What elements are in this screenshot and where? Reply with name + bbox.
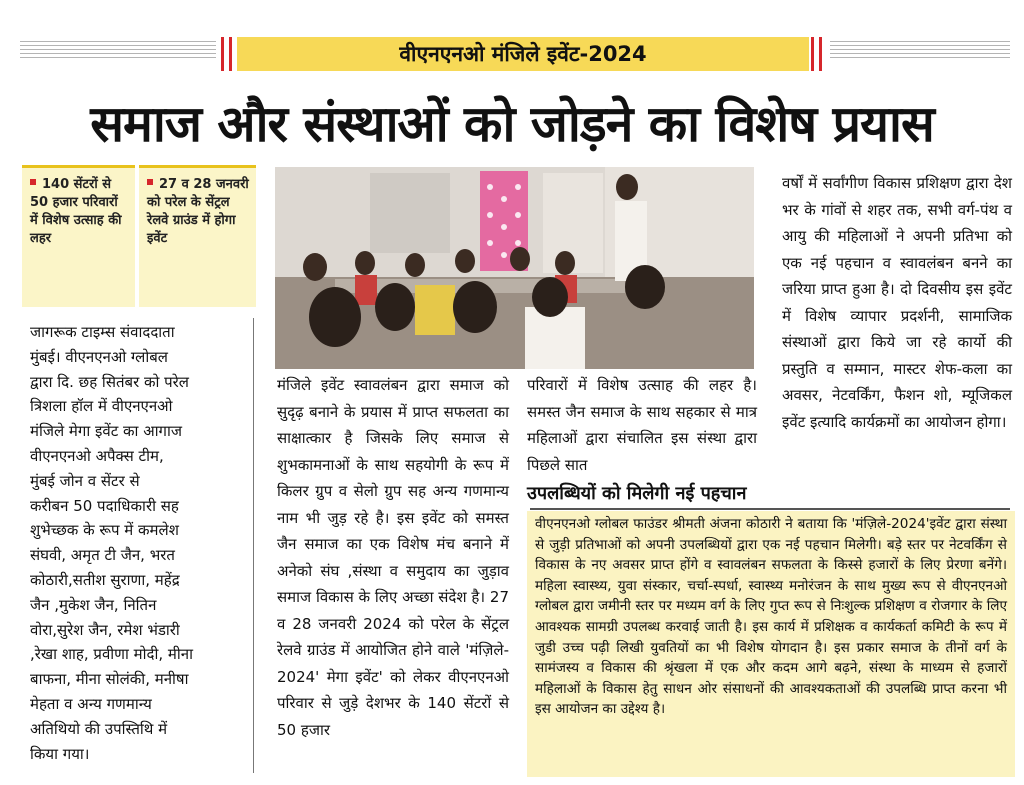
column-1-line: मेहता व अन्य गणमान्य <box>30 694 152 713</box>
kicker-bar-right-2 <box>819 37 822 71</box>
bullet-square-icon <box>30 179 36 185</box>
column-1-line: शुभेच्छक के रूप में कमलेश <box>30 521 179 540</box>
kicker-bar-left-1 <box>221 37 224 71</box>
column-1-line: जैन ,मुकेश जैन, नितिन <box>30 595 157 614</box>
kicker-bar-right-1 <box>811 37 814 71</box>
column-1-line: मुंबई। वीएनएनओ ग्लोबल <box>30 347 168 366</box>
column-1-line: जागरूक टाइम्स संवाददाता <box>30 323 175 341</box>
article-column-2: मंजिले इवेंट स्वावलंबन द्वारा समाज को सुदृढ़ बनाने के प्रयास में प्राप्त सफलता का साक्षात्कार है जिसके लिए समाज से शुभकामनाओं के साथ सहयोगी के रूप में किलर ग्रुप व सेलो ग्रुप सह अन्य गणमान्य नाम भी जुड़ रहे है। इस इवेंट को समस्त जैन समाज का एक विशेष मंच बनाने में अनेको संघ ,संस्था व समुदाय का जुड़ाव समाज विकास के लिए अच्छा संदेश है। 27 व 28 जनवरी 2024 को परेल के सेंट्रल रेलवे ग्राउंड में आयोजित होने वाले 'मंज़िले- 2024' मेगा इवेंट' को लेकर वीएनएनओ परिवार से जुड़े देशभर के 140 सेंटरों से 50 हजार <box>277 376 509 739</box>
kicker-label: वीएनएनओ मंजिले इवेंट-2024 <box>237 37 809 71</box>
column-1-line: कोठारी,सतीश सुराणा, महेंद्र <box>30 570 180 589</box>
event-photo-illustration <box>275 167 754 369</box>
subsection-heading: उपलब्धियों को मिलेगी नई पहचान <box>527 483 747 504</box>
column-1-line: संघवी, अमृत टी जैन, भरत <box>30 546 175 565</box>
highlight-box-1 <box>22 165 135 307</box>
highlight-text: 140 सेंटरों से 50 हजार परिवारों में विशेष उत्साह की लहर <box>30 177 122 246</box>
column-1-line: ,रेखा शाह, प्रवीणा मोदी, मीना <box>30 645 193 664</box>
column-1-line: वोरा,सुरेश जैन, रमेश भंडारी <box>30 620 180 639</box>
column-1-line: मंजिले मेगा इवेंट का आगाज <box>30 422 182 441</box>
subsection-body: वीएनएनओ ग्लोबल फाउंडर श्रीमती अंजना कोठारी ने बताया कि 'मंज़िले-2024'इवेंट द्वारा संस्था से जुड़ी प्रतिभाओं को अपनी उपलब्धियों द्वारा एक नई पहचान मिलेगी। बड़े स्तर पर नेटवर्किंग से विकास के नए अवसर प्राप्त होंगे व स्वावलंबन सफलता के किस्से हजारों के लिए प्रेरणा बनेंगे। महिला स्वास्थ्य, युवा संस्कार, चर्चा-स्पर्धा, स्वास्थ्य मनोरंजन के साथ मुख्य रूप से वीएनएनओ ग्लोबल द्वारा जमीनी स्तर पर मध्यम वर्ग के लिए गुप्त रूप से निःशुल्क प्रशिक्षण व रोजगार के लिए आवश्यक सामग्री उपलब्ध करवाई जाती है। इस कार्य में प्रशिक्षक व कार्यकर्ता कमिटी के रूप में जुडी उच्च पढ़ी लिखी युवतियों का भी विशेष योगदान है। इस प्रकार समाज के तीनों वर्ग के सामंजस्य व विकास की श्रृंखला में एक और कदम आगे बढ़ने, संस्था के माध्यम से हजारों महिलाओं के विकास हेतु साधन ओर संसाधनों की आवश्यकताओं की उपलब्धि प्राप्त करना भी इस आयोजन का उद्देश्य है। <box>535 516 1007 718</box>
subsection-rule <box>530 508 1010 510</box>
column-divider <box>253 318 254 773</box>
column-1-line: करीबन 50 पदाधिकारी सह <box>30 496 179 515</box>
column-1-line: मुंबई जोन व सेंटर से <box>30 471 140 490</box>
column-1-line: वीएनएनओ अपैक्स टीम, <box>30 446 164 465</box>
highlight-text: 27 व 28 जनवरी को परेल के सेंट्रल रेलवे ग्राउंड में होगा इवेंट <box>147 177 249 246</box>
event-photo <box>275 167 754 369</box>
column-1-line: द्वारा दि. छह सितंबर को परेल <box>30 372 189 391</box>
article-column-4: वर्षों में सर्वांगीण विकास प्रशिक्षण द्वारा देश भर के गांवों से शहर तक, सभी वर्ग-पंथ व आयु की महिलाओं ने अपनी प्रतिभा को एक नई पहचान व स्वावलंबन बनने का जरिया प्राप्त हुआ है। दो दिवसीय इस इवेंट में विशेष व्यापार प्रदर्शनी, सामाजिक संस्थाओं द्वारा किये जा रहे कार्यो की प्रस्तुति व सम्मान, मास्टर शेफ-कला का अवसर, नेटवर्किंग, फैशन शो, म्यूजिकल इवेंट इत्यादि कार्यक्रमों का आयोजन होगा। <box>782 174 1012 431</box>
highlight-box-2 <box>139 165 256 307</box>
article-column-3: परिवारों में विशेष उत्साह की लहर है। समस्त जैन समाज के साथ सहकार से मात्र महिलाओं द्वारा संचालित इस संस्था द्वारा पिछले सात <box>527 376 757 474</box>
subsection-box <box>527 511 1015 777</box>
column-1-line: त्रिशला हॉल में वीएनएनओ <box>30 397 173 416</box>
column-1-line: अतिथियो की उपस्तिथि में <box>30 719 168 738</box>
article-column-1 <box>30 320 245 766</box>
kicker-bar-left-2 <box>229 37 232 71</box>
bullet-square-icon <box>147 179 153 185</box>
headline: समाज और संस्थाओं को जोड़ने का विशेष प्रयास <box>90 95 934 153</box>
column-1-line: बाफना, मीना सोलंकी, मनीषा <box>30 670 189 689</box>
header-stripes-right <box>830 41 1010 59</box>
column-1-line: किया गया। <box>30 744 90 763</box>
header-stripes-left <box>20 41 216 59</box>
